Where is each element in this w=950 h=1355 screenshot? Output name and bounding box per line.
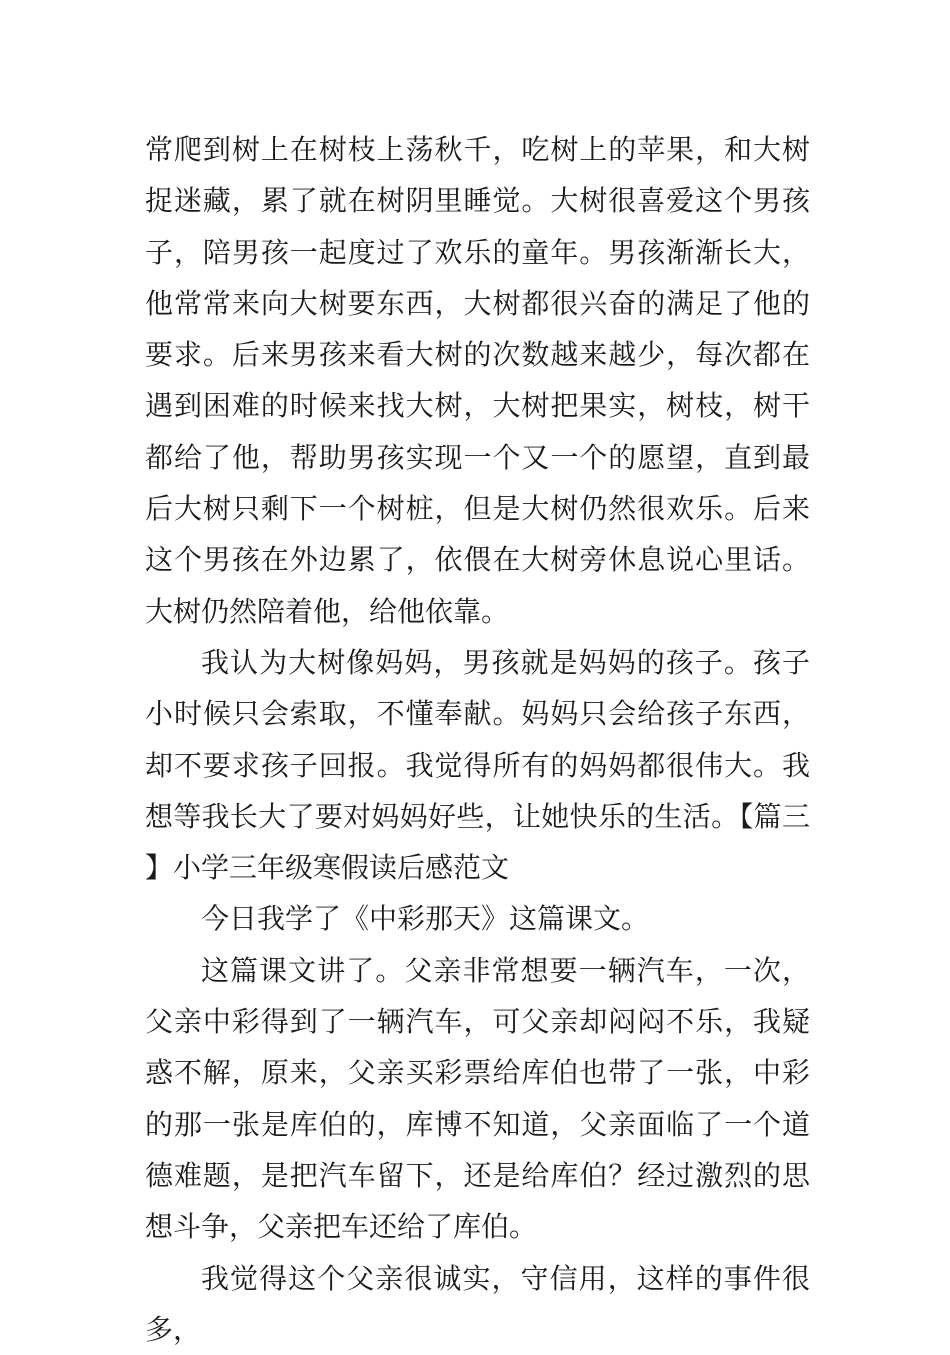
document-body [145, 124, 810, 1355]
paragraph-reflection: 我觉得这个父亲很诚实，守信用，这样的事件很多， [145, 1261, 810, 1346]
paragraph-lesson-intro: 今日我学了《中彩那天》这篇课文。 [201, 902, 650, 936]
paragraph-mother-tree: 我认为大树像妈妈，男孩就是妈妈的孩子。孩子小时候只会索取，不懂奉献。妈妈只会给孩子东西，却不要求孩子回报。我觉得所有的妈妈都很伟大。我想等我长大了要对妈妈好些，让她快乐的生活。【篇三】小学三年级寒假读后感范文 [145, 645, 810, 885]
paragraph-lesson-summary: 这篇课文讲了。父亲非常想要一辆汽车，一次，父亲中彩得到了一辆汽车，可父亲却闷闷不乐，我疑惑不解，原来，父亲买彩票给库伯也带了一张，中彩的那一张是库伯的，库博不知道，父亲面临了一个道德难题，是把汽车留下，还是给库伯？经过激烈的思想斗争，父亲把车还给了库伯。 [145, 953, 810, 1244]
paragraph-continued: 常爬到树上在树枝上荡秋千，吃树上的苹果，和大树捉迷藏，累了就在树阴里睡觉。大树很喜爱这个男孩子，陪男孩一起度过了欢乐的童年。男孩渐渐长大，他常常来向大树要东西，大树都很兴奋的满足了他的要求。后来男孩来看大树的次数越来越少，每次都在遇到困难的时候来找大树，大树把果实，树枝，树干都给了他，帮助男孩实现一个又一个的愿望，直到最后大树只剩下一个树桩，但是大树仍然很欢乐。后来这个男孩在外边累了，依偎在大树旁休息说心里话。大树仍然陪着他，给他依靠。 [145, 133, 810, 628]
